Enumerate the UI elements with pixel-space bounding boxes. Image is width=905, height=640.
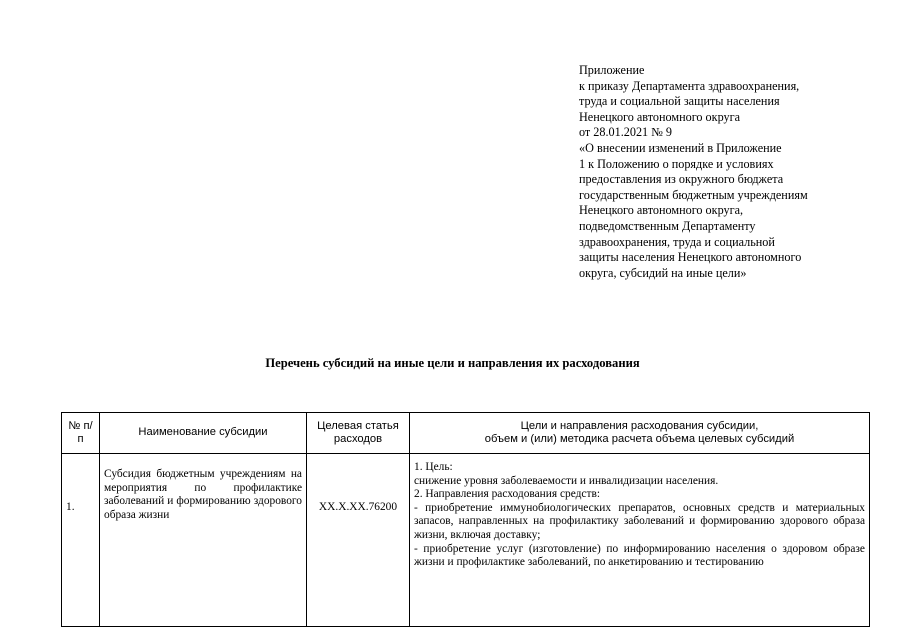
- table-row: [62, 454, 870, 627]
- column-header-goals: [410, 413, 870, 454]
- expense-code: XX.X.XX.76200: [307, 454, 410, 627]
- goals-line: - приобретение иммунобиологических препаратов, основных средств и материальных запасов, направленных на профилактику заболеваний и формированию здорового образа жизни, включая доставку;: [414, 501, 865, 541]
- header-line: подведомственным Департаменту: [579, 218, 756, 233]
- header-line: округа, субсидий на иные цели»: [579, 265, 747, 280]
- column-header-goals-line1: Цели и направления расходования субсидии,: [520, 419, 759, 432]
- header-line: предоставления из окружного бюджета: [579, 172, 784, 187]
- row-number: 1.: [62, 454, 100, 627]
- header-line: Ненецкого автономного округа: [579, 109, 741, 124]
- subsidies-table: [61, 412, 870, 627]
- document-title: Перечень субсидий на иные цели и направления их расходования: [265, 356, 640, 370]
- header-line: государственным бюджетным учреждениям: [579, 187, 808, 202]
- appendix-header: [579, 63, 879, 281]
- column-header-goals-line2: объем и (или) методика расчета объема целевых субсидий: [484, 433, 795, 445]
- goals-line: 2. Направления расходования средств:: [414, 488, 600, 501]
- header-line: «О внесении изменений в Приложение: [579, 140, 782, 155]
- column-header-num: № п/п: [62, 413, 100, 454]
- header-line: Ненецкого автономного округа,: [579, 203, 744, 218]
- goals-cell: [410, 454, 870, 627]
- header-line: Приложение: [579, 63, 645, 77]
- table-header-row: [62, 413, 870, 454]
- column-header-code: Целевая статья расходов: [307, 413, 410, 454]
- subsidy-name: Субсидия бюджетным учреждениям на мероприятия по профилактике заболеваний и формированию здорового образа жизни: [100, 454, 307, 627]
- header-line: от 28.01.2021 № 9: [579, 125, 672, 140]
- goals-line: снижение уровня заболеваемости и инвалидизации населения.: [414, 474, 719, 487]
- header-line: к приказу Департамента здравоохранения,: [579, 78, 800, 93]
- goals-line: - приобретение услуг (изготовление) по информированию населения о здоровом образе жизни и профилактике заболеваний, по анкетированию и тестированию: [414, 542, 865, 569]
- header-line: 1 к Положению о порядке и условиях: [579, 156, 774, 171]
- goals-line: 1. Цель:: [414, 461, 453, 473]
- header-line: здравоохранения, труда и социальной: [579, 234, 775, 249]
- header-line: труда и социальной защиты населения: [579, 94, 780, 109]
- header-line: защиты населения Ненецкого автономного: [579, 250, 802, 265]
- column-header-name: Наименование субсидии: [100, 413, 307, 454]
